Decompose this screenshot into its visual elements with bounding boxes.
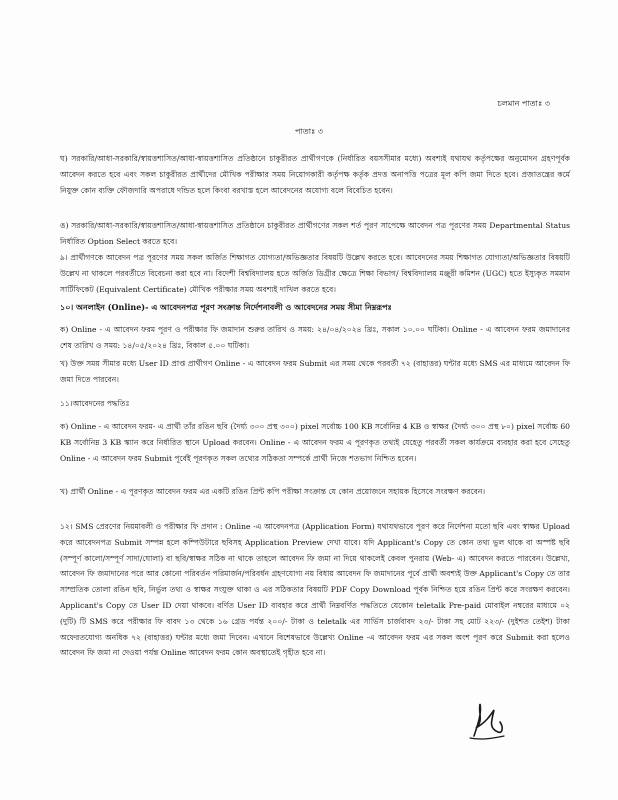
continuation-note: চলমান পাতাঃ ৩: [497, 99, 550, 108]
section-heading-10: ১০। অনলাইন (Online)- এ আবেদনপত্র পূরণ সংক্রান্ত নির্দেশনাবলী ও আবেদনের সময় সীমা নিম্নরূপঃ: [60, 302, 392, 312]
paragraph-gha: ঘ) সরকারি/আধা-সরকারি/স্বায়ত্তশাসিত/আধা-স্বায়ত্তশাসিত প্রতিষ্ঠানে চাকুরীরত প্রার্থীগণকে (নির্ধারিত বয়সসীমার মধ্যে) অবশ্যই যথাযথ কর্তৃপক্ষের অনুমোদন গ্রহণপূর্বক আবেদন করতে হবে এবং সকল চাকুরীরত প্রার্থীদের মৌখিক পরীক্ষার সময় নিয়োগকারী কর্তৃপক্ষ কর্তৃক প্রদত্ত অনাপত্তি পত্রের মূল কপি জমা দিতে হবে। প্রজাতন্ত্রের কর্মে নিযুক্ত কোন ব্যক্তি ফৌজদারি অপরাধে দন্ডিত হলে কিংবা বরখাস্ত হলে আবেদনের অযোগ্য বলে বিবেচিত হবেন।: [60, 154, 570, 195]
paragraph-11-ka: ক) Online - এ আবেদন ফরম- এ প্রার্থী তাঁর রঙিন ছবি (দৈর্ঘ্য ৩০০ প্রস্থ ৩০০) pixel সর্বোচ্চ 100 KB সর্বোনিম্ন 4 KB ও স্বাক্ষর (দৈর্ঘ্য ৩০০ প্রস্থ ৮০) pixel সর্বোচ্চ 60 KB সর্বোনিম্ন 3 KB স্ক্যান করে নির্ধারিত স্থানে Upload করবেন। Online - এ আবেদন ফরম এ পূরণকৃত তথ্যই যেহেতু পরবর্তী সকল কার্যক্রমে ব্যবহার করা হবে সেহেতু Online - এ আবেদন ফরম Submit পূর্বেই পূরণকৃত সকল তথ্যের সঠিকতা সম্পর্কে প্রার্থী নিজে শতভাগ নিশ্চিত হবেন।: [60, 422, 570, 463]
page-number: পাতাঃ ৩: [294, 127, 324, 136]
paragraph-11-kha: খ) প্রার্থী Online - এ পূরণকৃত আবেদন ফরম এর একটি রঙিন প্রিন্ট কপি পরীক্ষা সংক্রান্ত যে কোন প্রয়োজনে সহায়ক হিসেবে সংরক্ষণ করবেন।: [60, 487, 486, 496]
paragraph-12: ১২। SMS প্রেরণের নিয়মাবলী ও পরীক্ষার ফি প্রদান : Online -এ আবেদনপত্র (Application Form) যথাযথভাবে পূরণ করে নির্দেশনা মতো ছবি এবং স্বাক্ষর Upload করে আবেদনপত্র Submit সম্পন্ন হলে কম্পিউটারে ছবিসহ Application Preview দেখা যাবে। যদি Applicant's Copy তে কোন তথ্য ভুল থাকে বা অস্পষ্ট ছবি (সম্পূর্ণ কালো/সম্পূর্ণ সাদা/ঘোলা) বা ছবি/স্বাক্ষর সঠিক না থাকে তাহলে আবেদন ফি জমা না দিয়ে থাকলেই কেবল পুনরায় (Web- এ) আবেদন করতে পারবেন। উল্লেখ্য, আবেদন ফি জমাদানের পরে আর কোনো পরিবর্তন পরিমার্জন/পরিবর্ধন গ্রহণযোগ্য নয় বিধায় আবেদন ফি জমাদানের পূর্বে প্রার্থী অবশ্যই উক্ত Applicant's Copy তে তার সাম্প্রতিক তোলা রঙিন ছবি, নির্ভুল তথ্য ও স্বাক্ষর সংযুক্ত থাকা ও এর সঠিকতার বিষয়টি PDF Copy Download পূর্বক নিশ্চিত হয়ে রঙিন প্রিন্ট করে সংরক্ষণ করবেন। Applicant's Copy তে User ID দেয়া থাকবে। বর্ণিত User ID ব্যবহার করে প্রার্থী নিম্নবর্ণিত পদ্ধতিতে যেকোন teletalk Pre-paid মোবাইল নম্বরের মাধ্যমে ০২ (দুটি) টি SMS করে পরীক্ষার ফি বাবদ ১৩ থেকে ১৬ গ্রেড পর্যন্ত ২০০/- টাকা ও teletalk এর সার্ভিস চার্জবাবদ ২৩/- টাকা সহ মোট ২২৩/- (দুইশত তেইশ) টাকা অফেরতযোগ্য অনধিক ৭২ (বাহাত্তর) ঘন্টার মধ্যে জমা দিবেন। এখানে বিশেষভাবে উল্লেখ্য Online -এ আবেদন ফরম এর সকল অংশ পূরণ করে Submit করা হলেও আবেদন ফি জমা না দেওয়া পর্যন্ত Online আবেদন ফরম কোন অবস্থাতেই গৃহীত হবে না।: [60, 522, 570, 658]
handwritten-signature: [464, 698, 510, 744]
paragraph-10-kha: খ) উক্ত সময় সীমার মধ্যে User ID প্রাপ্ত প্রার্থীগণ Online - এ আবেদন ফরম Submit এর সময় থেকে পরবর্তী ৭২ (বাহাত্তর) ঘন্টার মধ্যে SMS এর মাধ্যমে আবেদন ফি জমা দিতে পারবেন।: [60, 359, 570, 384]
paragraph-10-ka: ক) Online - এ আবেদন ফরম পূরণ ও পরীক্ষার ফি জমাদান শুরুর তারিখ ও সময়: ২৪/০৪/২০২৪ খ্রিঃ, সকাল ১০.০০ ঘটিকা। Online - এ আবেদন ফরম জমাদানের শেষ তারিখ ও সময়: ১৪/০৫/২০২৪ খ্রিঃ, বিকাল ৫.০০ ঘটিকা।: [60, 325, 570, 350]
paragraph-umo: ঙ) সরকারি/আধা-সরকারি/স্বায়ত্তশাসিত/আধা-স্বায়ত্তশাসিত প্রতিষ্ঠানে চাকুরীরত প্রার্থীগণের সকল শর্ত পূরণ সাপেক্ষে আবেদন পত্র পূরণের সময় Departmental Status নির্ধারিত Option Select করতে হবে।: [60, 221, 570, 246]
paragraph-9: ৯। প্রার্থীগণকে আবেদন পত্র পূরণের সময় সকল অর্জিত শিক্ষাগত যোগ্যতা/অভিজ্ঞতার বিষয়টি উল্লেখ করতে হবে। আবেদনের সময় শিক্ষাগত যোগ্যতা/অভিজ্ঞতার বিষয়টি উল্লেখ না থাকলে পরবর্তীতে বিবেচনা করা হবে না। বিদেশী বিশ্ববিদ্যালয় হতে অর্জিত ডিগ্রীর ক্ষেত্রে শিক্ষা বিভাগ/ বিশ্ববিদ্যালয় মঞ্জুরী কমিশন (UGC) হতে ইস্যুকৃত সমমান সার্টিফিকেট (Equivalent Certificate) মৌখিক পরীক্ষার সময় অবশ্যই দাখিল করতে হবে।: [60, 253, 570, 294]
paragraph-11-title: ১১।আবেদনের পদ্ধতিঃ: [60, 399, 130, 408]
